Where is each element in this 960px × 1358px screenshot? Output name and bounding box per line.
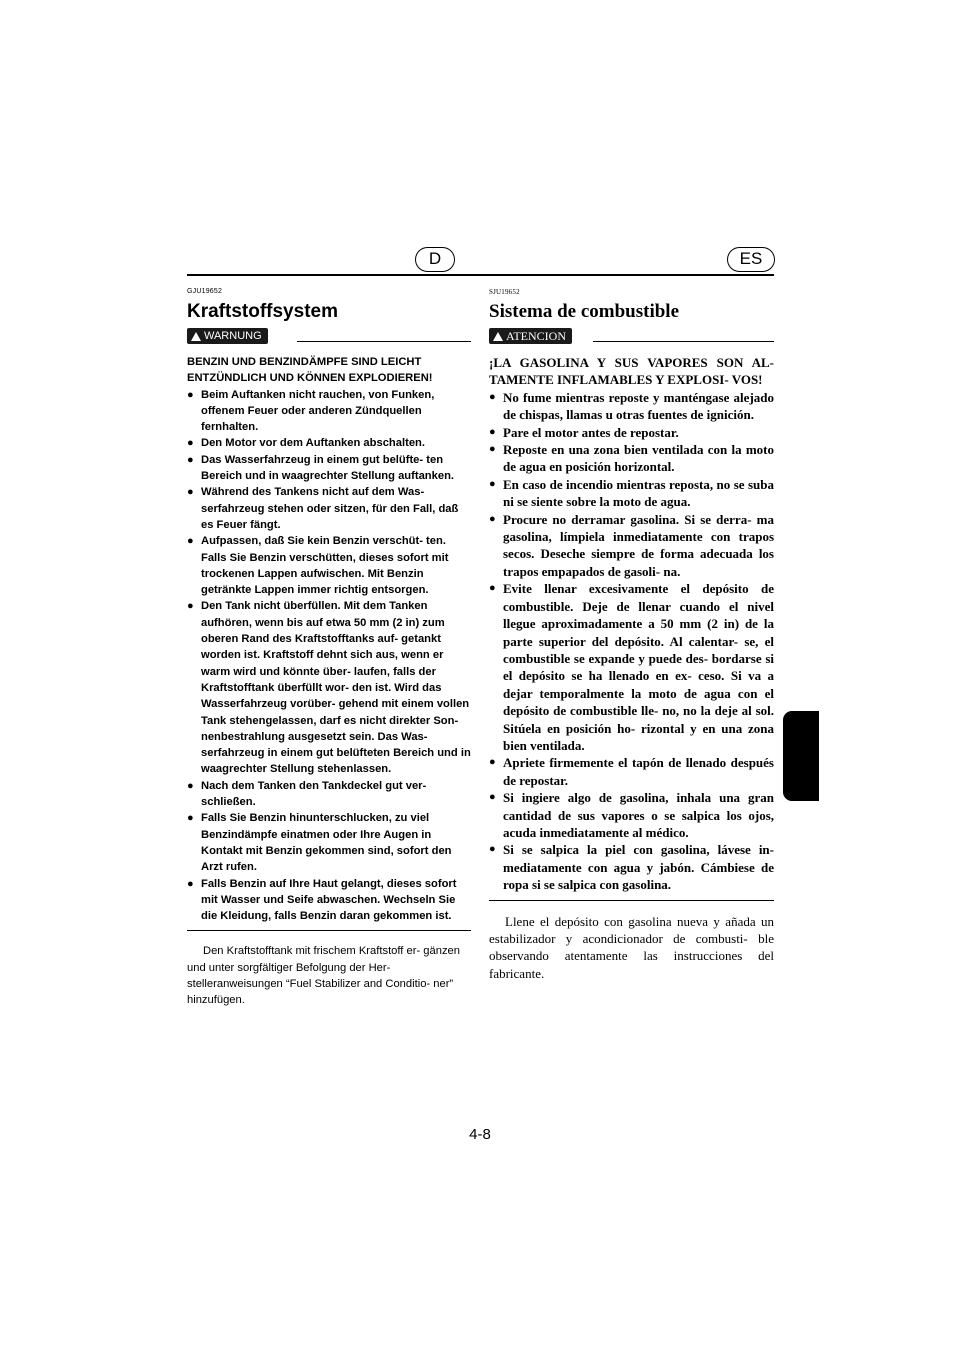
bullet-icon: ● — [489, 477, 496, 490]
bullet-icon: ● — [489, 843, 496, 856]
page-header — [187, 247, 774, 277]
bullet-icon: ● — [187, 779, 194, 792]
list-item: ● En caso de incendio mientras reposta, no se suba ni se siente sobre la moto de agua. — [489, 476, 774, 510]
warning-intro: ¡LA GASOLINA Y SUS VAPORES SON AL- TAMENTE INFLAMABLES Y EXPLOSI- VOS! — [489, 355, 774, 388]
header-rule — [187, 274, 774, 276]
warning-box — [489, 354, 774, 901]
list-item: ● Falls Sie Benzin hinunterschlucken, zu viel Benzindämpfe einatmen oder Ihre Augen in Kontakt mit Benzin gekommen sind, sofort den Arzt rufen. — [187, 812, 452, 874]
warning-box — [187, 354, 471, 931]
section-code: GJU19652 — [187, 288, 223, 295]
warning-triangle-icon — [191, 332, 201, 341]
list-item: ● Den Motor vor dem Auftanken abschalten. — [187, 435, 471, 451]
warning-rule — [593, 341, 774, 342]
list-item: ● Das Wasserfahrzeug in einem gut belüfte- ten Bereich und in waagrechter Stellung auftanken. — [187, 453, 455, 483]
bullet-icon: ● — [187, 877, 194, 890]
list-item: ● Während des Tankens nicht auf dem Was- serfahrzeug stehen oder sitzen, für den Fall, daß es Feuer fängt. — [187, 486, 459, 531]
warning-rule — [297, 341, 471, 342]
bullet-icon: ● — [489, 390, 496, 403]
section-code: SJU19652 — [489, 288, 520, 296]
warning-intro: BENZIN UND BENZINDÄMPFE SIND LEICHT ENTZÜNDLICH UND KÖNNEN EXPLODIEREN! — [187, 356, 433, 385]
list-item: ● No fume mientras reposte y manténgase alejado de chispas, llamas u otras fuentes de ignición. — [489, 389, 774, 423]
list-item: ● Falls Benzin auf Ihre Haut gelangt, dieses sofort mit Wasser und Seife abwaschen. Wechseln Sie die Kleidung, falls Benzin daran gekommen ist. — [187, 877, 457, 923]
list-item: ● Apriete firmemente el tapón de llenado después de repostar. — [489, 755, 774, 788]
bullet-icon: ● — [489, 425, 496, 438]
list-item: ● Den Tank nicht überfüllen. Mit dem Tanken aufhören, wenn bis auf etwa 50 mm (2 in) zum oberen Rand des Kraftstofftanks auf- getankt worden ist. Kraftstoff dehnt sich aus, wenn er warm wird und könnte über- laufen, falls der Kraftstofftank überfüllt wor- den ist. Wird das Wasserfahrzeug vorüber- gehend mit einem vollen Tank stehengelassen, darf es nicht direkter Son- nenbestrahlung ausgesetzt sein. Das Was- serfahrzeug in einem gut belüfteten Bereich und in waagrechter Stellung stehenlassen. — [187, 600, 471, 776]
bullet-icon: ● — [489, 512, 496, 525]
list-item: ● Pare el motor antes de repostar. — [489, 424, 679, 440]
list-item: ● Si se salpica la piel con gasolina, lávese in- mediatamente con agua y jabón. Cámbiese de ropa si se salpica con gasolina. — [489, 842, 774, 893]
warning-badge — [187, 328, 268, 344]
bullet-icon: ● — [187, 535, 194, 548]
bullet-icon: ● — [187, 453, 194, 466]
list-item: ● Si ingiere algo de gasolina, inhala una gran cantidad de sus vapores o se salpica los ojos, acuda inmediatamente al médico. — [489, 790, 774, 840]
bullet-icon: ● — [489, 791, 496, 804]
list-item: ● Aufpassen, daß Sie kein Benzin verschüt- ten. Falls Sie Benzin verschütten, dieses sofort mit trockenen Lappen aufwischen. Mit Benzin getränkte Lappen immer richtig entsorgen. — [187, 535, 449, 597]
warning-triangle-icon — [493, 332, 503, 341]
body-paragraph: Den Kraftstofftank mit frischem Kraftstoff er- gänzen und unter sorgfältiger Befolgung der Her- stelleranweisungen “Fuel Stabilizer and Conditio- ner” hinzufügen. — [187, 945, 461, 1007]
page-number: 4-8 — [469, 1126, 491, 1143]
warning-label: WARNUNG — [204, 330, 262, 342]
warning-list — [187, 387, 471, 925]
list-item: ● Reposte en una zona bien ventilada con la moto de agua en posición horizontal. — [489, 442, 774, 475]
bullet-icon: ● — [187, 812, 194, 825]
spanish-column — [489, 288, 774, 982]
list-item: ● Procure no derramar gasolina. Si se derra- ma gasolina, límpiela inmediatamente con trapos secos. Deseche siempre de forma adecuada los trapos empapados de gasoli- na. — [489, 511, 774, 579]
language-tab-spanish: ES — [727, 247, 775, 272]
body-paragraph: Llene el depósito con gasolina nueva y añada un estabilizador y acondicionador de combusti- ble observando atentamente las instrucciones del fabricante. — [489, 913, 774, 981]
bullet-icon: ● — [489, 756, 496, 769]
warning-list — [489, 389, 774, 894]
bullet-icon: ● — [187, 437, 194, 450]
warning-badge — [489, 328, 572, 344]
section-title: Kraftstoffsystem — [187, 301, 338, 322]
language-tab-german: D — [415, 247, 455, 272]
bullet-icon: ● — [187, 486, 194, 499]
bullet-icon: ● — [489, 582, 496, 595]
list-item: ● Evite llenar excesivamente el depósito de combustible. Deje de llenar cuando el nivel llegue aproximadamente a 50 mm (2 in) de la parte superior del depósito. Al calentar- se, el combustible se expande y puede des- bordarse si el depósito se ha llenado en ex- ceso. Si va a dejar temporalmente la moto de agua con el depósito de combustible lle- no, no la deje al sol. Sitúela en posición ho- rizontal y en una zona bien ventilada. — [489, 581, 774, 753]
section-thumb-tab — [783, 711, 819, 801]
bullet-icon: ● — [489, 443, 496, 456]
german-column — [187, 288, 471, 1009]
warning-header — [489, 328, 774, 348]
list-item: ● Beim Auftanken nicht rauchen, von Funken, offenem Feuer oder anderen Zündquellen fernhalten. — [187, 388, 435, 434]
bullet-icon: ● — [187, 388, 194, 401]
warning-header — [187, 328, 471, 348]
bullet-icon: ● — [187, 600, 194, 613]
warning-label: ATENCION — [506, 329, 566, 343]
list-item: ● Nach dem Tanken den Tankdeckel gut ver- schließen. — [187, 779, 427, 809]
section-title: Sistema de combustible — [489, 301, 679, 322]
